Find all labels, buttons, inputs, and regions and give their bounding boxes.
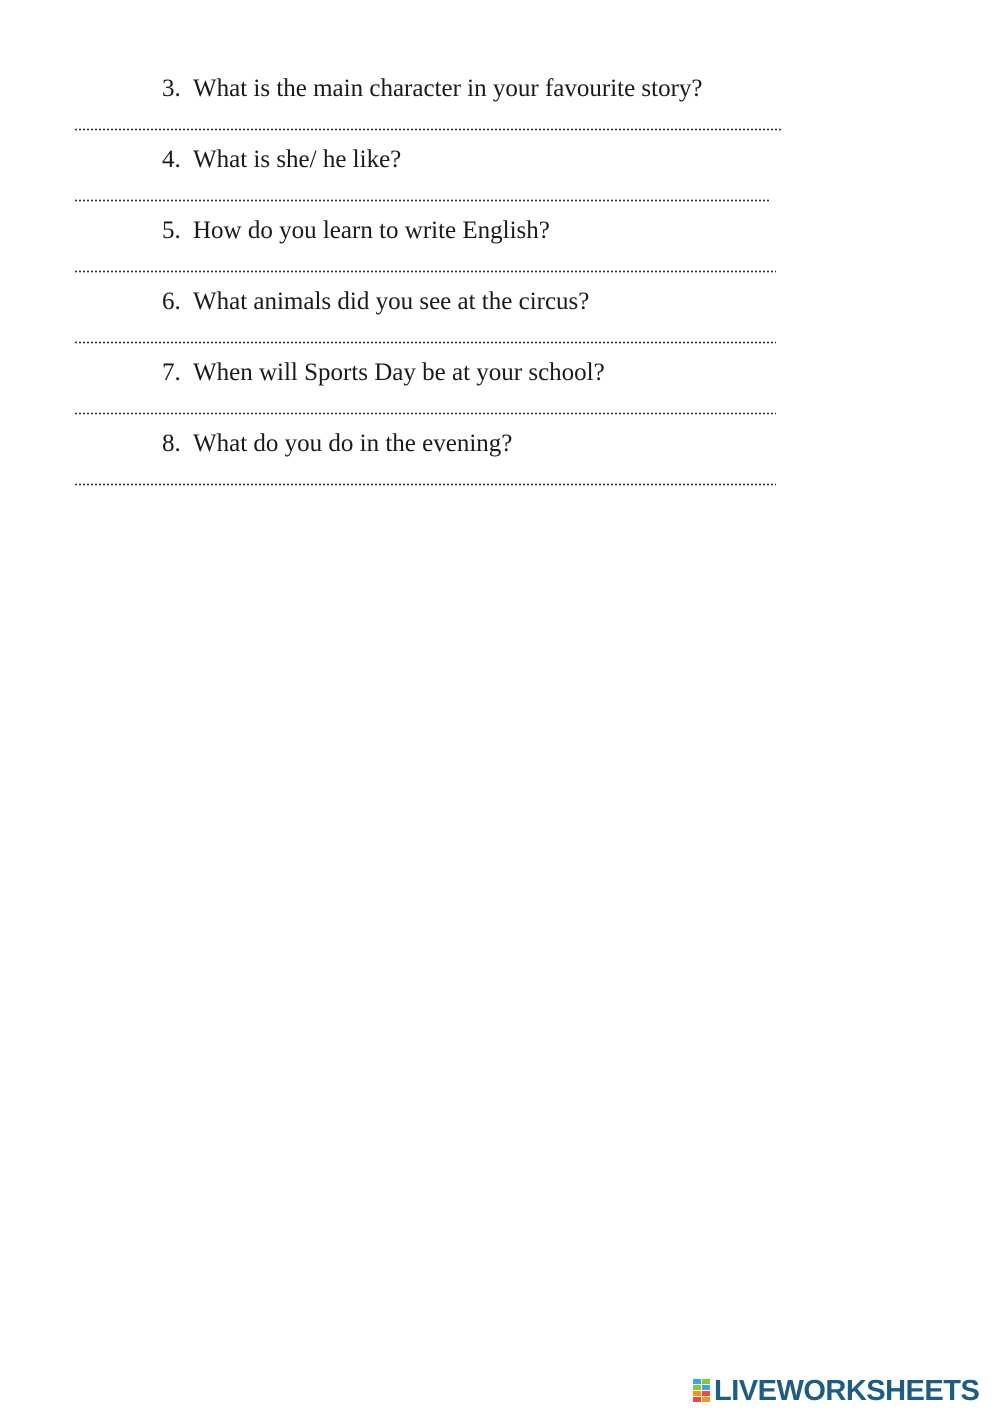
answer-line-5[interactable]	[74, 270, 776, 273]
question-text: What do you do in the evening?	[193, 430, 513, 457]
question-text: What is she/ he like?	[193, 146, 402, 173]
question-number: 8.	[162, 430, 181, 457]
question-text: When will Sports Day be at your school?	[193, 359, 605, 386]
answer-line-3[interactable]	[74, 128, 782, 131]
question-number: 4.	[162, 146, 181, 173]
question-4	[162, 145, 401, 175]
question-text: How do you learn to write English?	[193, 217, 550, 244]
question-number: 5.	[162, 217, 181, 244]
question-8	[162, 429, 512, 459]
liveworksheets-logo-icon	[693, 1379, 711, 1403]
question-5	[162, 216, 550, 246]
question-number: 7.	[162, 359, 181, 386]
liveworksheets-logo[interactable]	[693, 1376, 979, 1406]
question-6	[162, 287, 589, 317]
answer-line-7[interactable]	[74, 412, 776, 415]
answer-line-8[interactable]	[74, 483, 776, 486]
logo-text: LIVEWORKSHEETS	[714, 1375, 980, 1407]
question-text: What animals did you see at the circus?	[193, 288, 590, 315]
question-number: 6.	[162, 288, 181, 315]
answer-line-6[interactable]	[74, 341, 776, 344]
question-text: What is the main character in your favourite story?	[193, 75, 703, 102]
question-7	[162, 358, 605, 388]
answer-line-4[interactable]	[74, 199, 770, 202]
question-3	[162, 74, 703, 104]
question-number: 3.	[162, 75, 181, 102]
